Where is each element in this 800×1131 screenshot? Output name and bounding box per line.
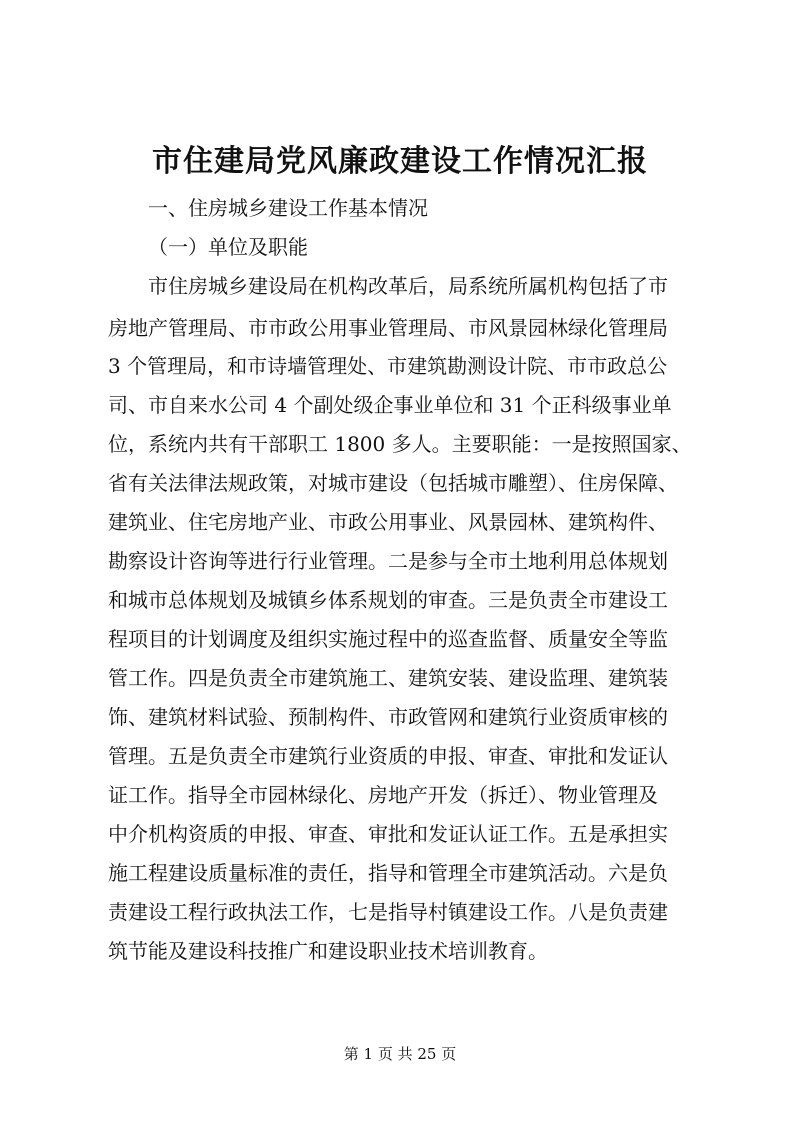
paragraph-line: 管理。五是负责全市建筑行业资质的申报、审查、审批和发证认: [108, 744, 668, 768]
paragraph-line: 市住房城乡建设局在机构改革后，局系统所属机构包括了市: [148, 274, 668, 298]
paragraph-line: 和城市总体规划及城镇乡体系规划的审查。三是负责全市建设工: [108, 588, 668, 612]
paragraph-line: 管工作。四是负责全市建筑施工、建筑安装、建设监理、建筑装: [108, 666, 668, 690]
paragraph-line: 程项目的计划调度及组织实施过程中的巡查监督、质量安全等监: [108, 627, 668, 651]
paragraph-line: 饰、建筑材料试验、预制构件、市政管网和建筑行业资质审核的: [108, 705, 668, 729]
paragraph-line: 责建设工程行政执法工作，七是指导村镇建设工作。八是负责建: [108, 900, 668, 924]
paragraph-line: 省有关法律法规政策，对城市建设（包括城市雕塑）、住房保障、: [108, 471, 678, 495]
paragraph-line: 中介机构资质的申报、审查、审批和发证认证工作。五是承担实: [108, 822, 668, 846]
document-title: 市住建局党风廉政建设工作情况汇报: [152, 144, 648, 179]
subsection-heading: （一）单位及职能: [148, 235, 308, 259]
page-number-footer: 第 1 页 共 25 页: [343, 1045, 457, 1063]
paragraph-line: 房地产管理局、市市政公用事业管理局、市风景园林绿化管理局: [108, 316, 668, 340]
paragraph-line: 筑节能及建设科技推广和建设职业技术培训教育。: [108, 939, 548, 963]
paragraph-line: 司、市自来水公司 4 个副处级企事业单位和 31 个正科级事业单: [108, 393, 672, 417]
paragraph-line: 证工作。指导全市园林绿化、房地产开发（拆迁）、物业管理及: [108, 783, 658, 807]
paragraph-line: 位，系统内共有干部职工 1800 多人。主要职能：一是按照国家、: [108, 432, 692, 456]
section-heading: 一、住房城乡建设工作基本情况: [148, 196, 428, 220]
paragraph-line: 勘察设计咨询等进行行业管理。二是参与全市土地利用总体规划: [108, 549, 668, 573]
paragraph-line: 建筑业、住宅房地产业、市政公用事业、风景园林、建筑构件、: [108, 510, 668, 534]
paragraph-line: 3 个管理局，和市诗墙管理处、市建筑勘测设计院、市市政总公: [108, 354, 668, 378]
paragraph-line: 施工程建设质量标准的责任，指导和管理全市建筑活动。六是负: [108, 861, 668, 885]
